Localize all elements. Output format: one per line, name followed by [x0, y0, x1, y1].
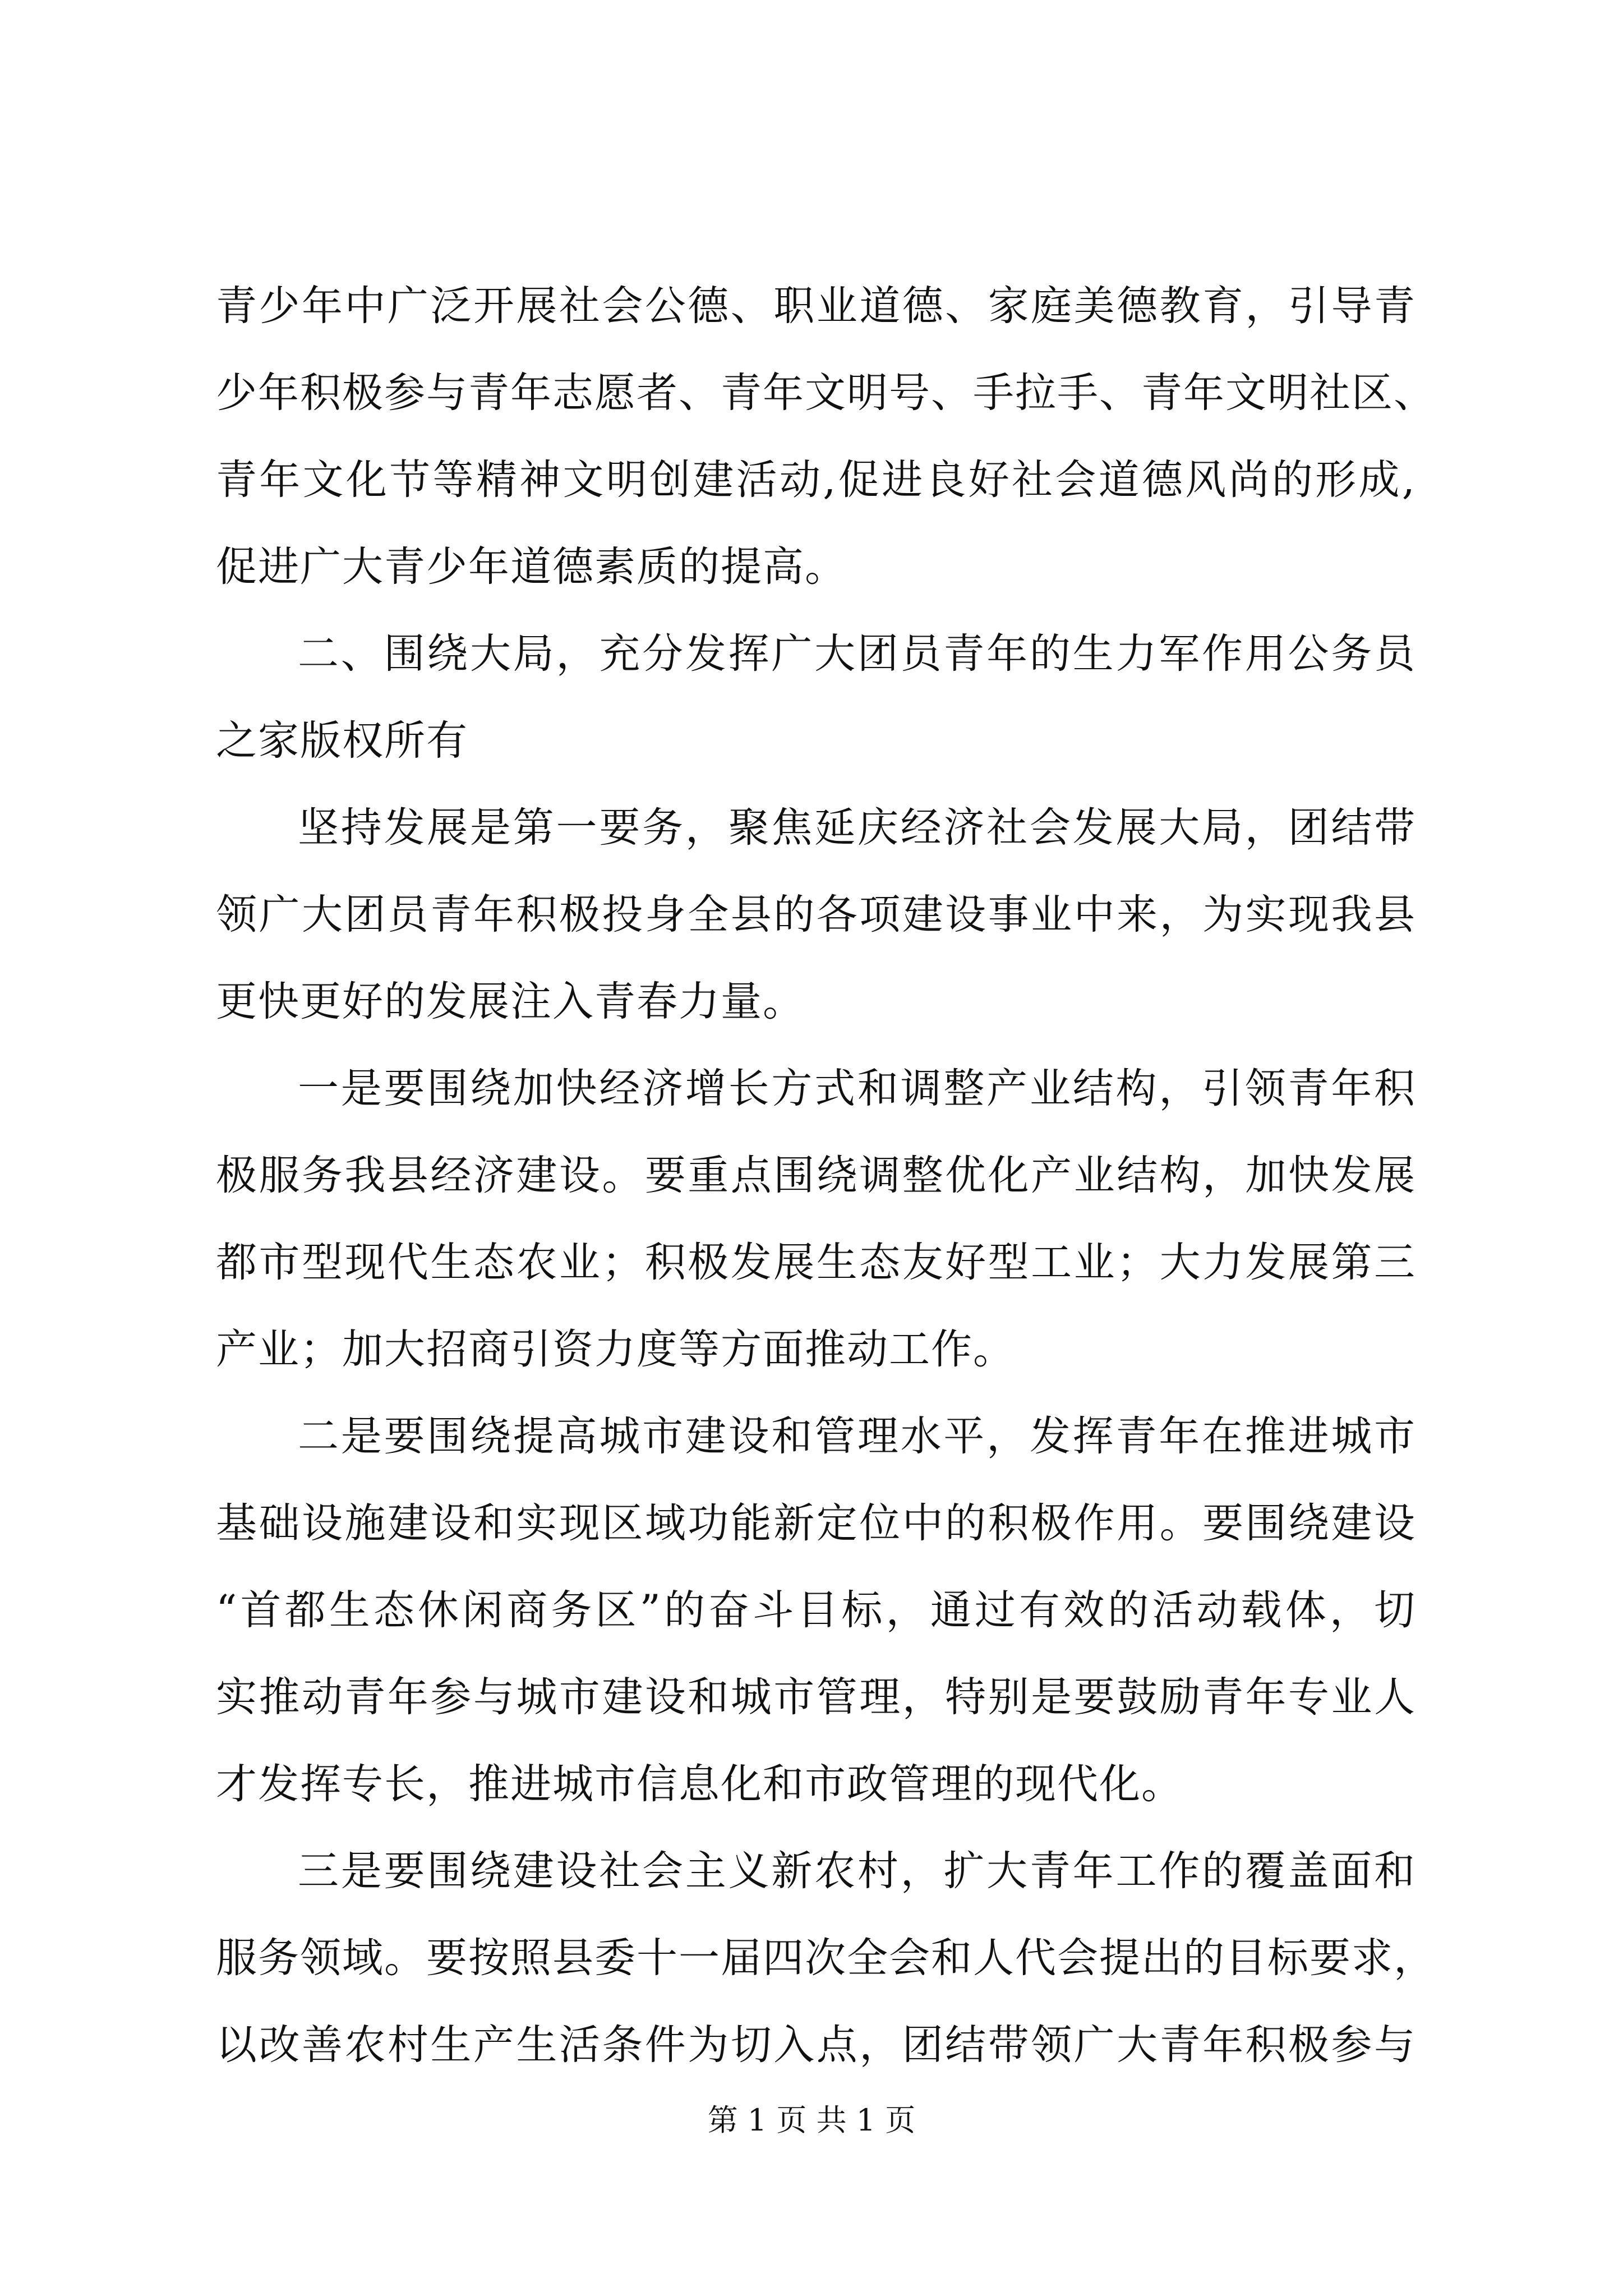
text-line: 都市型现代生态农业；积极发展生态友好型工业；大力发展第三: [216, 1239, 1416, 1286]
text-line: 少年积极参与青年志愿者、青年文明号、手拉手、青年文明社区、: [216, 369, 1436, 417]
text-line: 才发挥专长，推进城市信息化和市政管理的现代化。: [216, 1760, 1183, 1808]
text-line: 三是要围绕建设社会主义新农村，扩大青年工作的覆盖面和: [298, 1847, 1416, 1895]
text-line: “首都生态休闲商务区”的奋斗目标，通过有效的活动载体，切: [216, 1586, 1416, 1634]
text-line: 青年文化节等精神文明创建活动,促进良好社会道德风尚的形成,: [216, 456, 1416, 504]
text-line: 坚持发展是第一要务，聚焦延庆经济社会发展大局，团结带: [298, 804, 1416, 852]
text-line: 实推动青年参与城市建设和城市管理，特别是要鼓励青年专业人: [216, 1673, 1416, 1721]
text-line: 极服务我县经济建设。要重点围绕调整优化产业结构，加快发展: [216, 1152, 1416, 1199]
text-line: 一是要围绕加快经济增长方式和调整产业结构，引领青年积: [298, 1065, 1416, 1112]
section-heading-line: 之家版权所有: [216, 717, 468, 765]
text-line: 产业；加大招商引资力度等方面推动工作。: [216, 1326, 1015, 1373]
page-footer: 第 1 页 共 1 页: [707, 2102, 916, 2138]
section-heading-line: 二、围绕大局，充分发挥广大团员青年的生力军作用公务员: [298, 630, 1416, 678]
text-line: 领广大团员青年积极投身全县的各项建设事业中来，为实现我县: [216, 891, 1416, 938]
text-line: 二是要围绕提高城市建设和管理水平，发挥青年在推进城市: [298, 1412, 1416, 1460]
text-line: 青少年中广泛开展社会公德、职业道德、家庭美德教育，引导青: [216, 282, 1416, 330]
text-line: 更快更好的发展注入青春力量。: [216, 978, 805, 1025]
text-line: 以改善农村生产生活条件为切入点，团结带领广大青年积极参与: [216, 2021, 1416, 2069]
text-line: 促进广大青少年道德素质的提高。: [216, 543, 847, 591]
text-line: 服务领域。要按照县委十一届四次全会和人代会提出的目标要求，: [216, 1934, 1436, 1982]
document-body: [216, 263, 1436, 2088]
text-line: 基础设施建设和实现区域功能新定位中的积极作用。要围绕建设: [216, 1499, 1416, 1547]
